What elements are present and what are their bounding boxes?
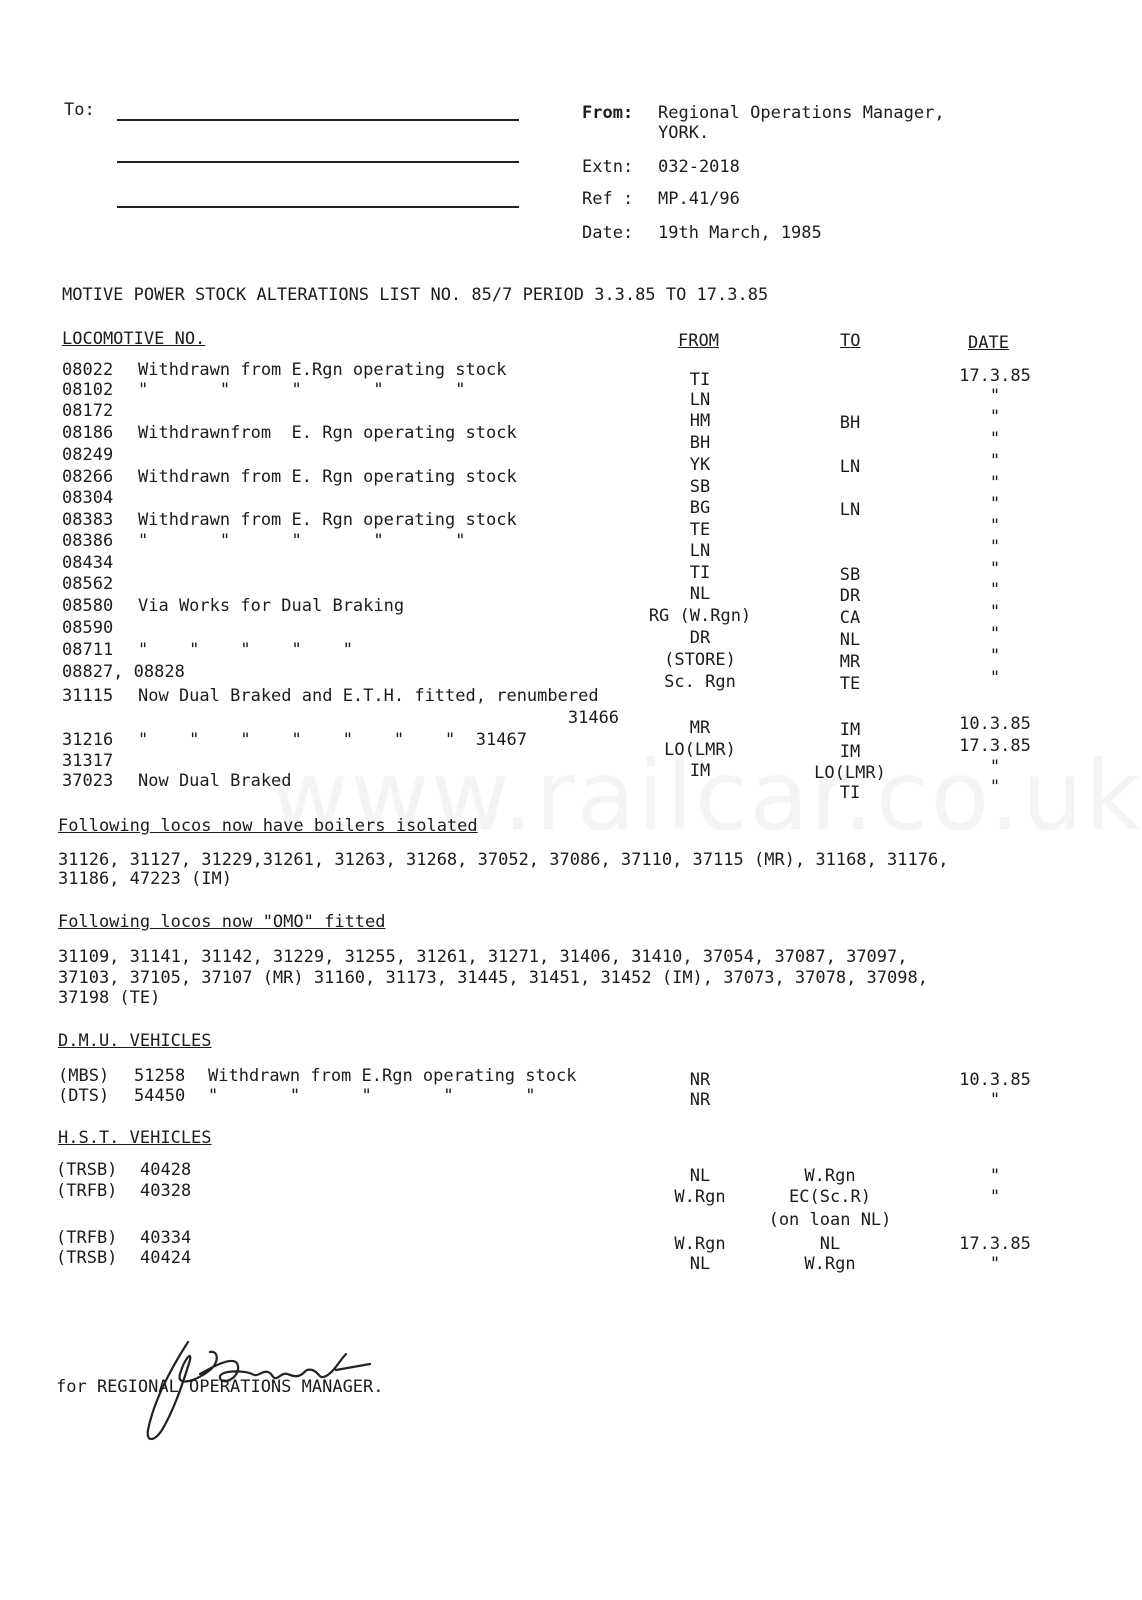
hst-heading: H.S.T. VEHICLES: [58, 1128, 212, 1148]
loco-number: 08022: [62, 360, 114, 380]
loco-description: " " " " ": [138, 380, 466, 400]
loco-date: ": [989, 537, 1001, 557]
hst-to: (on loan NL): [768, 1210, 892, 1230]
loco-to: TE: [839, 674, 861, 694]
hst-date: ": [989, 1254, 1001, 1274]
loco-from: DR: [689, 628, 711, 648]
loco-from: NL: [689, 584, 711, 604]
boilers-heading: Following locos now have boilers isolated: [58, 816, 478, 836]
hst-to: W.Rgn: [804, 1166, 856, 1186]
ref-label: Ref :: [582, 189, 634, 209]
loco-from: TI: [689, 370, 711, 390]
loco-date: ": [989, 386, 1001, 406]
loco-number: 08102: [62, 380, 114, 400]
dmu-date: ": [989, 1090, 1001, 1110]
col-header-to: TO: [840, 331, 861, 351]
extn-label: Extn:: [582, 157, 634, 177]
loco-date: ": [989, 473, 1001, 493]
loco-date: ": [989, 516, 1001, 536]
loco-from: RG (W.Rgn): [648, 606, 752, 626]
loco-date: ": [989, 602, 1001, 622]
boilers-line-1: 31126, 31127, 31229,31261, 31263, 31268, 37052, 37086, 37110, 37115 (MR), 31168, 31176,: [58, 850, 949, 870]
loco-date: 10.3.85: [959, 714, 1031, 734]
loco-to: LN: [839, 500, 861, 520]
signoff: for REGIONAL OPERATIONS MANAGER.: [56, 1377, 384, 1397]
loco-to: CA: [839, 608, 861, 628]
dmu-number: 51258: [134, 1066, 186, 1086]
loco-date: ": [989, 580, 1001, 600]
loco-number: 08562: [62, 574, 114, 594]
hst-number: 40428: [140, 1160, 192, 1180]
loco-to: TI: [839, 783, 861, 803]
loco-number: 08386: [62, 531, 114, 551]
ref-value: MP.41/96: [658, 189, 740, 209]
to-label: To:: [64, 100, 95, 120]
dmu-type: (DTS): [58, 1086, 110, 1106]
to-line-2: [117, 161, 519, 163]
loco-date: 17.3.85: [959, 366, 1031, 386]
dmu-description: " " " " ": [208, 1086, 536, 1106]
hst-date: ": [989, 1166, 1001, 1186]
loco-from: TI: [689, 563, 711, 583]
loco-description: 31466: [138, 708, 620, 728]
to-line-1: [117, 119, 519, 121]
loco-from: YK: [689, 455, 711, 475]
dmu-description: Withdrawn from E.Rgn operating stock: [208, 1066, 577, 1086]
loco-date: ": [989, 494, 1001, 514]
loco-from: BH: [689, 433, 711, 453]
loco-number: 08304: [62, 488, 114, 508]
loco-from: LN: [689, 541, 711, 561]
loco-number: 31317: [62, 751, 114, 771]
loco-number: 08186: [62, 423, 114, 443]
loco-description: Via Works for Dual Braking: [138, 596, 405, 616]
loco-date: ": [989, 646, 1001, 666]
loco-date: ": [989, 668, 1001, 688]
hst-type: (TRFB): [56, 1181, 118, 1201]
loco-date: ": [989, 559, 1001, 579]
hst-to: W.Rgn: [804, 1254, 856, 1274]
loco-number: 08172: [62, 401, 114, 421]
loco-to: LN: [839, 457, 861, 477]
loco-description: Withdrawnfrom E. Rgn operating stock: [138, 423, 517, 443]
col-header-date: DATE: [968, 333, 1009, 353]
col-header-loco: LOCOMOTIVE NO.: [62, 329, 206, 349]
date-value: 19th March, 1985: [658, 223, 822, 243]
col-header-from: FROM: [678, 331, 719, 351]
loco-number: 31115: [62, 686, 114, 706]
loco-date: ": [989, 429, 1001, 449]
hst-number: 40328: [140, 1181, 192, 1201]
loco-number: 08580: [62, 596, 114, 616]
loco-date: ": [989, 407, 1001, 427]
loco-from: (STORE): [664, 650, 736, 670]
omo-line-1: 31109, 31141, 31142, 31229, 31255, 31261, 31271, 31406, 31410, 37054, 37087, 37097,: [58, 947, 908, 967]
hst-from: NL: [689, 1254, 711, 1274]
loco-description: Withdrawn from E. Rgn operating stock: [138, 510, 517, 530]
hst-to: NL: [819, 1234, 841, 1254]
from-value-2: YORK.: [658, 123, 710, 143]
loco-to: BH: [839, 413, 861, 433]
hst-type: (TRSB): [56, 1248, 118, 1268]
loco-date: ": [989, 624, 1001, 644]
loco-from: IM: [689, 761, 711, 781]
hst-to: EC(Sc.R): [789, 1187, 871, 1207]
loco-description: " " " " " " " 31467: [138, 730, 527, 750]
dmu-date: 10.3.85: [959, 1070, 1031, 1090]
hst-number: 40424: [140, 1248, 192, 1268]
document-title: MOTIVE POWER STOCK ALTERATIONS LIST NO. 85/7 PERIOD 3.3.85 TO 17.3.85: [62, 285, 769, 305]
loco-date: ": [989, 451, 1001, 471]
to-line-3: [117, 206, 519, 208]
loco-description: Now Dual Braked: [138, 771, 292, 791]
loco-description: Withdrawn from E.Rgn operating stock: [138, 360, 507, 380]
loco-number: 08266: [62, 467, 114, 487]
loco-description: Now Dual Braked and E.T.H. fitted, renumbered: [138, 686, 599, 706]
hst-type: (TRFB): [56, 1228, 118, 1248]
loco-from: LN: [689, 390, 711, 410]
hst-type: (TRSB): [56, 1160, 118, 1180]
loco-from: TE: [689, 520, 711, 540]
omo-line-2: 37103, 37105, 37107 (MR) 31160, 31173, 31445, 31451, 31452 (IM), 37073, 37078, 37098,: [58, 968, 928, 988]
loco-date: ": [989, 757, 1001, 777]
loco-number: 08711: [62, 640, 114, 660]
dmu-number: 54450: [134, 1086, 186, 1106]
hst-from: W.Rgn: [674, 1234, 726, 1254]
from-label: From:: [582, 103, 634, 123]
loco-from: LO(LMR): [664, 740, 736, 760]
dmu-type: (MBS): [58, 1066, 110, 1086]
loco-from: BG: [689, 498, 711, 518]
loco-description: " " " " ": [138, 531, 466, 551]
loco-from: SB: [689, 477, 711, 497]
loco-number: 08434: [62, 553, 114, 573]
loco-to: LO(LMR): [814, 763, 886, 783]
loco-number: 08383: [62, 510, 114, 530]
loco-number: 08249: [62, 445, 114, 465]
dmu-from: NR: [689, 1070, 711, 1090]
loco-number: 08590: [62, 618, 114, 638]
loco-description: Withdrawn from E. Rgn operating stock: [138, 467, 517, 487]
loco-to: MR: [839, 652, 861, 672]
hst-date: ": [989, 1187, 1001, 1207]
hst-from: W.Rgn: [674, 1187, 726, 1207]
loco-number: 31216: [62, 730, 114, 750]
extn-value: 032-2018: [658, 157, 740, 177]
dmu-from: NR: [689, 1090, 711, 1110]
loco-date: ": [989, 777, 1001, 797]
omo-line-3: 37198 (TE): [58, 988, 161, 1008]
hst-number: 40334: [140, 1228, 192, 1248]
loco-from: MR: [689, 718, 711, 738]
loco-to: DR: [839, 586, 861, 606]
boilers-line-2: 31186, 47223 (IM): [58, 869, 232, 889]
dmu-heading: D.M.U. VEHICLES: [58, 1031, 212, 1051]
loco-date: 17.3.85: [959, 736, 1031, 756]
loco-description: " " " " ": [138, 640, 353, 660]
loco-from: Sc. Rgn: [664, 672, 736, 692]
loco-to: NL: [839, 630, 861, 650]
from-value-1: Regional Operations Manager,: [658, 103, 945, 123]
loco-number: 08827, 08828: [62, 662, 185, 682]
date-label: Date:: [582, 223, 634, 243]
omo-heading: Following locos now "OMO" fitted: [58, 912, 386, 932]
hst-from: NL: [689, 1166, 711, 1186]
loco-to: IM: [839, 720, 861, 740]
hst-date: 17.3.85: [959, 1234, 1031, 1254]
loco-from: HM: [689, 411, 711, 431]
loco-number: 37023: [62, 771, 114, 791]
loco-to: SB: [839, 565, 861, 585]
loco-to: IM: [839, 742, 861, 762]
